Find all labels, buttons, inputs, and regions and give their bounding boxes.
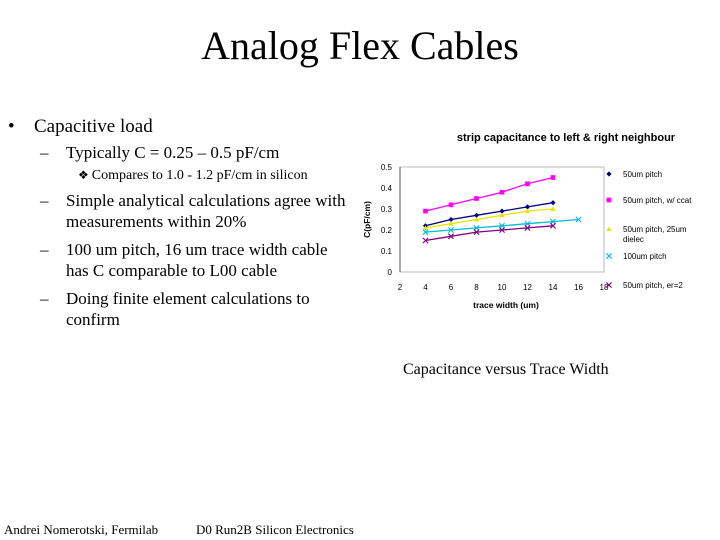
data-point [550, 200, 555, 205]
legend-label: 50um pitch, 25um [623, 225, 687, 234]
x-tick-label: 18 [599, 283, 609, 292]
bullet-capacitive-load [8, 115, 153, 139]
slide-title: Analog Flex Cables [201, 23, 519, 68]
footer-author: Andrei Nomerotski, Fermilab [4, 522, 159, 537]
sub-item-text: Simple analytical calculations agree with measurements within 20% [66, 191, 346, 231]
dash-marker: – [40, 289, 49, 308]
legend-label: 50um pitch [623, 170, 663, 179]
x-tick-label: 4 [423, 283, 428, 292]
chart-caption: Capacitance versus Trace Width [403, 361, 609, 378]
y-tick-label: 0.5 [380, 163, 392, 172]
sub-item-text: 100 um pitch, 16 um trace width cable has C comparable to L00 cable [66, 240, 328, 280]
bullet-text: Capacitive load [34, 116, 153, 137]
y-tick-label: 0.1 [380, 247, 392, 256]
legend-marker [607, 198, 612, 203]
y-tick-label: 0 [387, 268, 392, 277]
data-point [500, 190, 505, 195]
data-point [551, 175, 556, 180]
x-tick-label: 10 [497, 283, 507, 292]
x-tick-label: 2 [397, 283, 403, 292]
legend-label: 50um pitch, w/ ccat [623, 196, 692, 205]
footer-event: D0 Run2B Silicon Electronics [196, 522, 354, 537]
y-axis-label: C(pF/cm) [362, 201, 372, 238]
legend-label: 50um pitch, er=2 [623, 281, 683, 290]
y-tick-label: 0.2 [380, 226, 392, 235]
sub-item-100um-pitch [40, 239, 350, 281]
legend-label: dielec [623, 235, 644, 244]
x-tick-label: 12 [523, 283, 532, 292]
sub-item-finite-element [40, 288, 350, 330]
chart-title: strip capacitance to left & right neighbour [456, 132, 676, 144]
x-tick-label: 8 [474, 283, 479, 292]
series-line-5 [426, 226, 554, 241]
sub-sub-item-text: Compares to 1.0 - 1.2 pF/cm in silicon [91, 168, 308, 183]
x-tick-label: 6 [448, 283, 454, 292]
dash-marker: – [40, 240, 49, 259]
x-tick-label: 16 [574, 283, 583, 292]
series-line-3 [426, 209, 554, 228]
x-tick-label: 14 [548, 283, 558, 292]
bullet-marker: • [8, 116, 15, 137]
diamond-bullet-icon: ❖ [78, 168, 89, 182]
legend-label: 100um pitch [623, 252, 667, 261]
sub-item-typical-c [40, 142, 350, 163]
legend-marker [606, 226, 611, 231]
data-point [449, 202, 454, 207]
data-point [525, 181, 530, 186]
x-axis-label: trace width (um) [473, 300, 539, 310]
sub-item-text: Doing finite element calculations to confirm [66, 289, 310, 329]
legend-marker [606, 171, 611, 176]
legend-marker [606, 253, 611, 258]
sub-sub-item-silicon [78, 166, 308, 185]
dash-marker: – [40, 143, 49, 162]
sub-item-analytical [40, 190, 350, 232]
data-point [474, 196, 479, 201]
sub-item-text: Typically C = 0.25 – 0.5 pF/cm [66, 143, 280, 162]
y-tick-label: 0.4 [380, 184, 392, 193]
y-tick-label: 0.3 [380, 205, 392, 214]
data-point [423, 209, 428, 214]
capacitance-chart [356, 126, 720, 316]
dash-marker: – [40, 191, 49, 210]
